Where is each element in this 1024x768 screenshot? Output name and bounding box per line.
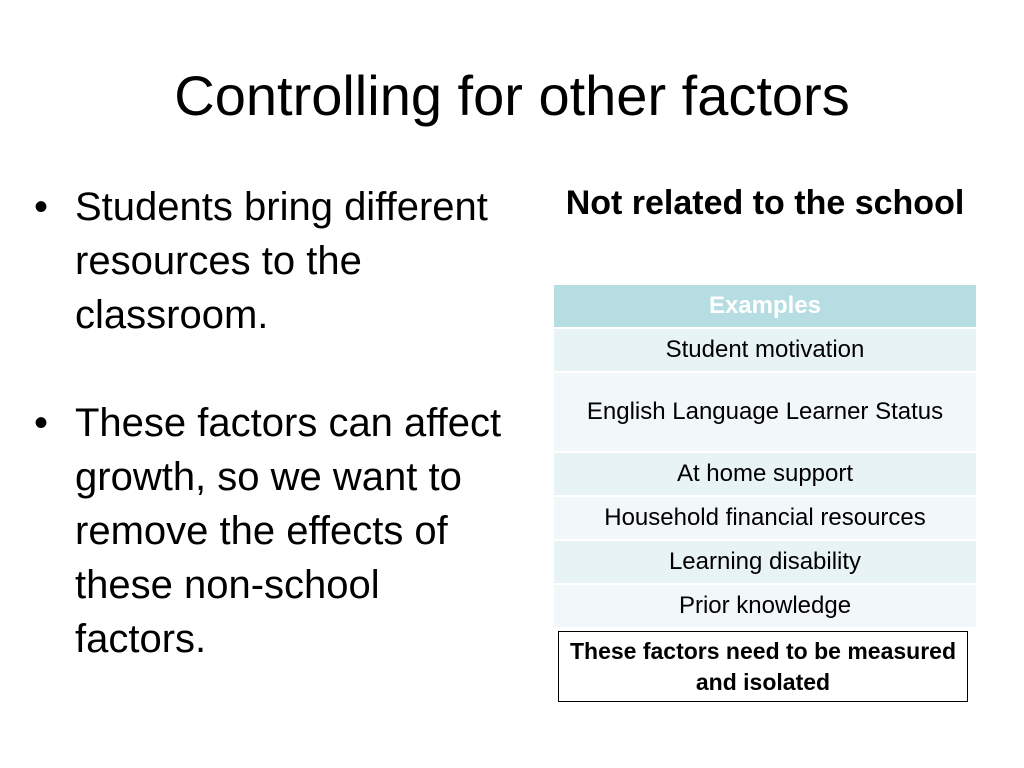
table-row [554, 496, 976, 540]
table-cell: English Language Learner Status [554, 372, 976, 452]
bullet-item [30, 396, 510, 666]
table-row [554, 328, 976, 372]
note-box [558, 631, 968, 702]
table-header-row [554, 285, 976, 328]
table-cell: Learning disability [554, 540, 976, 584]
table-row [554, 540, 976, 584]
bullet-text: These factors can affect growth, so we want to remove the effects of these non-school factors. [75, 401, 502, 661]
table-cell: Student motivation [554, 328, 976, 372]
note-text: These factors need to be measured and isolated [569, 637, 956, 695]
slide-title: Controlling for other factors [174, 64, 850, 127]
table-cell: Prior knowledge [554, 584, 976, 628]
table-row [554, 584, 976, 628]
bullet-item [30, 180, 510, 342]
table-cell: At home support [554, 452, 976, 496]
table-cell: Household financial resources [554, 496, 976, 540]
bullet-dot-icon: • [34, 401, 49, 445]
column-heading: Not related to the school [565, 184, 965, 222]
bullet-text: Students bring different resources to the classroom. [75, 185, 488, 337]
bullet-dot-icon: • [34, 185, 49, 229]
examples-table [554, 285, 976, 629]
table-row [554, 372, 976, 452]
table-header-examples: Examples [554, 285, 976, 328]
bullet-list [30, 180, 510, 720]
table-row [554, 452, 976, 496]
